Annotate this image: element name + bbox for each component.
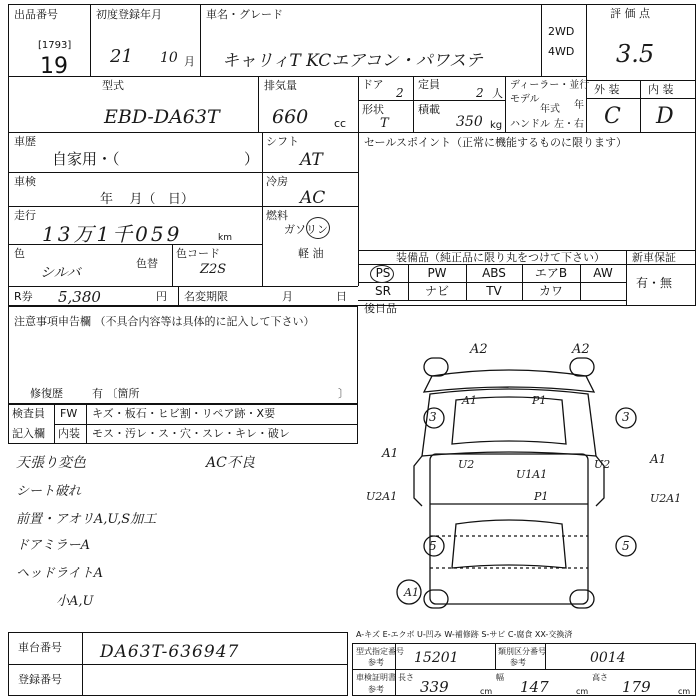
cert-label: 車検証明書 bbox=[356, 673, 396, 682]
divider bbox=[8, 664, 348, 665]
divider bbox=[358, 100, 505, 101]
load-unit: kg bbox=[490, 120, 503, 131]
cert-sub: 参考 bbox=[368, 685, 384, 694]
height-label: 高さ bbox=[592, 673, 608, 682]
divider bbox=[90, 4, 91, 76]
load-label: 積載 bbox=[418, 103, 440, 116]
type-label: 型式 bbox=[102, 79, 124, 92]
type-cert-sub: 参考 bbox=[368, 658, 384, 667]
ac-fault-note: AC不良 bbox=[206, 455, 255, 471]
exterior-grade: C bbox=[604, 104, 621, 129]
history-value: 自家用・（ bbox=[52, 150, 120, 168]
shape-label: 形状 bbox=[362, 103, 384, 116]
fuel-circle bbox=[306, 217, 330, 239]
shift-label: シフト bbox=[266, 135, 299, 148]
notes-label: 注意事項申告欄 （不具合内容等は具体的に記入して下さい） bbox=[14, 315, 315, 328]
diagram-mark: U2 bbox=[458, 458, 475, 471]
class-value: 0014 bbox=[590, 650, 626, 666]
diagram-mark: P1 bbox=[534, 490, 549, 503]
drive-4wd: 4WD bbox=[548, 45, 575, 58]
width-label: 幅 bbox=[496, 673, 504, 682]
divider bbox=[358, 132, 359, 286]
drive-2wd: 2WD bbox=[548, 25, 575, 38]
divider bbox=[8, 172, 358, 173]
lot-number: 19 bbox=[40, 54, 68, 79]
diagram-mark: U1A1 bbox=[516, 468, 548, 481]
ac-value: AC bbox=[300, 188, 326, 208]
door-left bbox=[414, 456, 422, 506]
model-name: キャリィT KCエアコン・パワステ bbox=[222, 51, 483, 71]
interior-grade: D bbox=[656, 104, 674, 129]
diagram-mark: P1 bbox=[532, 394, 547, 407]
later-items-label: 後日品 bbox=[364, 302, 397, 315]
note-line: 前置・アオリA,U,S加工 bbox=[16, 512, 157, 527]
color-code-label: 色コード bbox=[176, 247, 220, 260]
divider bbox=[413, 76, 414, 132]
divider bbox=[495, 643, 496, 669]
recycle-label: R券 bbox=[14, 290, 33, 303]
color-value: シルバ bbox=[40, 265, 81, 281]
shift-value: AT bbox=[300, 150, 323, 170]
divider bbox=[8, 76, 586, 77]
note-line: シート破れ bbox=[16, 484, 82, 499]
diagram-mark: A2 bbox=[470, 342, 488, 357]
diagram-mark: 3 bbox=[622, 410, 630, 424]
diagram-mark: U2A1 bbox=[366, 490, 398, 503]
registration-label: 登録番号 bbox=[18, 673, 62, 686]
class-sub: 参考 bbox=[510, 658, 526, 667]
inspection-label: 車検 bbox=[14, 175, 36, 188]
equip-tv: TV bbox=[486, 284, 502, 298]
repaint-label: 色替 bbox=[136, 257, 158, 270]
fw-label: FW bbox=[60, 407, 78, 420]
divider bbox=[8, 286, 358, 287]
chassis-label: 車台番号 bbox=[18, 641, 62, 654]
height-value: 179 bbox=[622, 678, 651, 696]
divider bbox=[54, 424, 358, 425]
wheel-outline bbox=[424, 358, 448, 376]
type-value: EBD-DA63T bbox=[104, 106, 220, 128]
handle-label: ハンドル bbox=[510, 119, 550, 130]
dealer-label: ディーラー・並行 bbox=[510, 80, 590, 91]
load-value: 350 bbox=[456, 114, 483, 130]
capacity-unit: 人 bbox=[492, 87, 503, 100]
length-label: 長さ bbox=[398, 673, 414, 682]
bed-outline bbox=[430, 454, 588, 604]
model-year-sub: 年式 bbox=[540, 104, 560, 115]
divider bbox=[358, 76, 359, 132]
diagram-mark: U2A1 bbox=[650, 492, 682, 505]
grade-label: 評 価 点 bbox=[610, 7, 650, 20]
class-label: 類別区分番号 bbox=[498, 647, 546, 656]
type-cert-value: 15201 bbox=[414, 650, 459, 666]
mileage-value: 13万1千059 bbox=[42, 222, 183, 246]
equip-navi: ナビ bbox=[424, 284, 449, 298]
grade-value: 3.5 bbox=[616, 40, 655, 68]
capacity-label: 定員 bbox=[418, 78, 440, 91]
equip-airbag: エアB bbox=[534, 266, 568, 280]
diagram-mark: A1 bbox=[462, 394, 477, 407]
divider bbox=[640, 80, 641, 132]
repair-close: 〕 bbox=[338, 387, 349, 400]
inspector-label-2: 記入欄 bbox=[12, 427, 45, 440]
diagram-mark: 3 bbox=[429, 410, 437, 424]
height-unit: cm bbox=[678, 687, 691, 696]
history-label: 車歴 bbox=[14, 135, 36, 148]
divider bbox=[541, 4, 542, 76]
cc-unit: cc bbox=[334, 117, 347, 130]
note-line: 天張り変色 bbox=[16, 455, 86, 471]
diagram-mark: A1 bbox=[650, 452, 667, 466]
interior-items: モス・汚レ・ス・穴・スレ・キレ・破レ bbox=[92, 427, 290, 440]
sales-point-label: セールスポイント（正常に機能するものに限ります） bbox=[364, 136, 628, 149]
mileage-label: 走行 bbox=[14, 209, 36, 222]
yen-unit: 円 bbox=[156, 290, 167, 303]
cab-outline bbox=[422, 389, 596, 456]
equip-abs: ABS bbox=[482, 266, 506, 280]
new-car-label: 新車保証 bbox=[632, 251, 676, 264]
displacement-value: 660 bbox=[272, 106, 309, 128]
exterior-label: 外 装 bbox=[594, 83, 620, 96]
interior-check-label: 内装 bbox=[58, 427, 80, 440]
displacement-label: 排気量 bbox=[264, 79, 297, 92]
equip-pw: PW bbox=[427, 266, 447, 280]
note-line: ドアミラーA bbox=[16, 538, 90, 553]
fuel-label: 燃料 bbox=[266, 209, 288, 222]
damage-legend: A-キズ E-エクボ U-凹み W-補修跡 S-サビ C-腐食 XX-交換済 bbox=[356, 630, 573, 639]
handle-options: 左・右 bbox=[554, 119, 584, 130]
name-change-day: 日 bbox=[336, 290, 347, 303]
door-value: 2 bbox=[396, 86, 404, 100]
model-year-label: モデル bbox=[510, 94, 540, 105]
history-close: ） bbox=[244, 150, 260, 168]
diagram-mark: U2 bbox=[594, 458, 611, 471]
diagram-mark: 5 bbox=[429, 539, 437, 553]
color-code-value: Z2S bbox=[200, 262, 227, 277]
recycle-value: 5,380 bbox=[58, 288, 101, 306]
diagram-mark: A1 bbox=[404, 586, 419, 599]
year-suffix: 年 bbox=[574, 100, 584, 111]
type-cert-label: 型式指定番号 bbox=[356, 647, 404, 656]
note-line: ヘッドライトA bbox=[16, 566, 103, 581]
lot-label: 出品番号 bbox=[14, 8, 58, 21]
divider bbox=[505, 76, 506, 132]
equipment-title: 装備品（純正品に限り丸をつけて下さい） bbox=[396, 251, 605, 264]
divider bbox=[200, 4, 201, 76]
width-value: 147 bbox=[520, 678, 549, 696]
divider bbox=[262, 132, 263, 286]
new-car-value: 有・無 bbox=[636, 276, 673, 290]
repair-label: 修復歴 bbox=[30, 387, 63, 400]
equip-leather: カワ bbox=[538, 284, 563, 298]
ac-label: 冷房 bbox=[266, 175, 288, 188]
chassis-value: DA63T-636947 bbox=[100, 642, 240, 662]
car-damage-diagram bbox=[360, 336, 696, 628]
month-suffix: 月 bbox=[184, 55, 195, 68]
equip-ps: PS bbox=[375, 266, 391, 280]
divider bbox=[586, 98, 696, 99]
width-unit: cm bbox=[576, 687, 589, 696]
capacity-value: 2 bbox=[476, 86, 484, 100]
color-label: 色 bbox=[14, 247, 25, 260]
first-reg-year: 21 bbox=[110, 46, 133, 67]
fw-items: キズ・板石・ヒビ割・リペア跡・X要 bbox=[92, 407, 276, 420]
divider bbox=[586, 80, 696, 81]
divider bbox=[178, 286, 179, 306]
equip-aw: AW bbox=[593, 266, 613, 280]
fuel-diesel: 軽 油 bbox=[298, 247, 324, 260]
repair-value: 有 〔箇所 bbox=[92, 387, 140, 400]
length-unit: cm bbox=[480, 687, 493, 696]
diagram-mark: 5 bbox=[622, 539, 630, 553]
divider bbox=[586, 4, 587, 132]
equip-sr: SR bbox=[375, 284, 391, 298]
model-label: 車名・グレード bbox=[206, 8, 283, 21]
inspector-label-1: 検査員 bbox=[12, 407, 45, 420]
inspection-value: 年 月（ 日） bbox=[100, 192, 194, 207]
shape-value: T bbox=[380, 116, 389, 131]
divider bbox=[258, 76, 259, 132]
divider bbox=[626, 250, 627, 306]
name-change-month: 月 bbox=[282, 290, 293, 303]
rear-window-outline bbox=[452, 520, 566, 568]
wheel-outline bbox=[570, 590, 594, 608]
fuel-gasoline: ガソリン bbox=[284, 223, 328, 236]
length-value: 339 bbox=[420, 678, 449, 696]
wheel-outline bbox=[424, 590, 448, 608]
divider bbox=[358, 300, 626, 301]
lot-sub: [1793] bbox=[38, 40, 72, 51]
mileage-unit: km bbox=[218, 233, 232, 243]
interior-label: 内 装 bbox=[648, 83, 674, 96]
divider bbox=[172, 244, 173, 286]
wheel-outline bbox=[570, 358, 594, 376]
door-label: ドア bbox=[362, 78, 384, 91]
first-reg-label: 初度登録年月 bbox=[96, 8, 162, 21]
divider bbox=[352, 669, 696, 670]
first-reg-month: 10 bbox=[160, 50, 178, 66]
divider bbox=[8, 132, 696, 133]
note-line: 小A,U bbox=[56, 594, 94, 609]
name-change-label: 名変期限 bbox=[184, 290, 228, 303]
diagram-mark: A1 bbox=[382, 446, 399, 460]
diagram-mark: A2 bbox=[572, 342, 590, 357]
ps-circle bbox=[370, 265, 394, 283]
